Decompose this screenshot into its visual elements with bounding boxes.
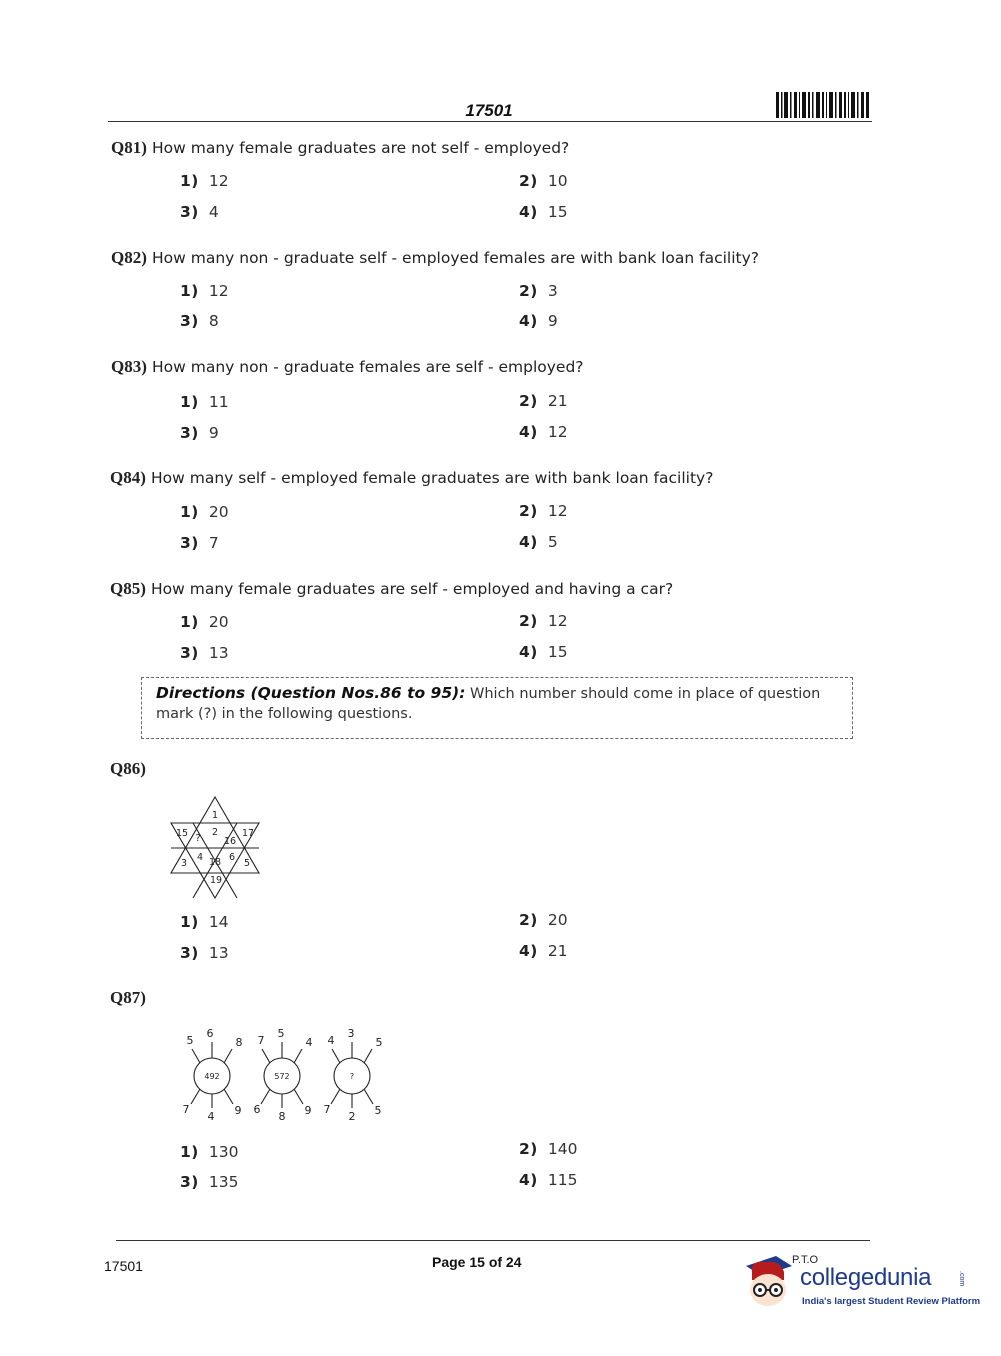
option-1: 1) 20 [180,503,229,521]
spoke-top-right: 8 [235,1036,243,1049]
spoke-bottom: 8 [278,1110,286,1123]
question-text: How many non - graduate females are self - employed? [151,358,584,376]
spoke-top: 6 [206,1027,214,1040]
option-4: 4) 9 [519,312,558,330]
question-85 [110,579,673,599]
option-4: 4) 5 [519,533,558,551]
option-1: 1) 14 [180,913,229,931]
option-4: 4) 15 [519,203,568,221]
directions-box [141,677,853,739]
collegedunia-brand-name: collegedunia [800,1264,932,1291]
collegedunia-brand-suffix: .com [958,1271,965,1287]
option-4: 4) 21 [519,942,568,960]
fig-upper-left: ? [195,833,201,844]
fig-lower-right-tip: 5 [243,858,251,869]
header-rule [108,121,872,122]
pto-label: P.T.O [792,1254,819,1266]
circle-figure-3 [324,1027,383,1123]
option-2: 2) 12 [519,612,568,630]
option-2: 2) 140 [519,1140,578,1158]
header-paper-code: 17501 [465,101,513,120]
option-4: 4) 12 [519,423,568,441]
spoke-top-left: 5 [186,1034,194,1047]
spoke-bottom-right: 9 [304,1104,312,1117]
fig-lower-right: 6 [228,852,236,863]
directions-title: Directions (Question Nos.86 to 95): [156,684,466,702]
question-86-number: Q86) [110,759,146,778]
option-3: 3) 9 [180,424,219,442]
spoke-top-right: 4 [305,1036,313,1049]
option-1: 1) 130 [180,1143,239,1161]
circle-center: 572 [274,1072,290,1081]
option-3: 3) 13 [180,644,229,662]
question-text: How many female graduates are not self - employed? [151,139,570,157]
option-2: 2) 20 [519,911,568,929]
question-text: How many female graduates are self - employed and having a car? [150,580,674,598]
question-81 [111,138,569,158]
q86-star-figure [168,795,264,901]
spoke-bottom-right: 9 [234,1104,242,1117]
q87-circles-figure [174,1024,394,1126]
directions-line-2: mark (?) in the following questions. [156,706,413,722]
directions-text: Which number should come in place of question [470,686,821,702]
collegedunia-mascot-icon [740,1250,800,1310]
directions-line-1 [156,683,842,704]
fig-lower-left: 4 [196,852,204,863]
spoke-bottom-left: 7 [323,1103,331,1116]
option-1: 1) 20 [180,613,229,631]
fig-left-tip: 15 [175,828,189,839]
question-text: How many self - employed female graduates are with bank loan facility? [150,469,714,487]
footer-rule [116,1240,870,1241]
circle-center: ? [349,1072,355,1081]
option-3: 3) 7 [180,534,219,552]
fig-upper-mid: 2 [211,827,219,838]
question-83 [111,357,584,377]
fig-bottom: 19 [209,875,223,886]
spoke-top-left: 7 [257,1034,265,1047]
question-number: Q82) [111,248,147,267]
question-number: Q81) [111,138,147,157]
spoke-top-left: 4 [327,1034,335,1047]
spoke-bottom: 2 [348,1110,356,1123]
question-87-number: Q87) [110,988,146,1007]
option-2: 2) 12 [519,502,568,520]
spoke-top: 5 [277,1027,285,1040]
spoke-bottom-left: 7 [182,1103,190,1116]
option-4: 4) 15 [519,643,568,661]
option-4: 4) 115 [519,1171,578,1189]
circle-center: 492 [204,1072,220,1081]
fig-right-tip: 17 [241,828,255,839]
option-1: 1) 11 [180,393,229,411]
question-82 [111,248,759,268]
question-number: Q83) [111,357,147,376]
barcode-image [775,90,871,120]
footer-page-number: Page 15 of 24 [432,1254,522,1270]
spoke-top-right: 5 [375,1036,383,1049]
option-3: 3) 4 [180,203,219,221]
option-3: 3) 135 [180,1173,239,1191]
question-84 [110,468,713,488]
circle-figure-2 [254,1027,313,1123]
option-2: 2) 10 [519,172,568,190]
option-2: 2) 3 [519,282,558,300]
question-number: Q84) [110,468,146,487]
fig-center: 18 [208,857,222,868]
fig-upper-right: 16 [223,836,237,847]
option-3: 3) 8 [180,312,219,330]
fig-lower-left-tip: 3 [180,858,188,869]
option-1: 1) 12 [180,172,229,190]
collegedunia-tagline: India's largest Student Review Platform [802,1296,981,1307]
spoke-bottom: 4 [207,1110,215,1123]
spoke-bottom-right: 5 [374,1104,382,1117]
circle-figure-1 [183,1027,243,1123]
footer-paper-code: 17501 [104,1258,143,1274]
option-2: 2) 21 [519,392,568,410]
question-text: How many non - graduate self - employed females are with bank loan facility? [151,249,760,267]
fig-top: 1 [211,810,219,821]
spoke-bottom-left: 6 [253,1103,261,1116]
question-number: Q85) [110,579,146,598]
option-1: 1) 12 [180,282,229,300]
spoke-top: 3 [347,1027,355,1040]
option-3: 3) 13 [180,944,229,962]
